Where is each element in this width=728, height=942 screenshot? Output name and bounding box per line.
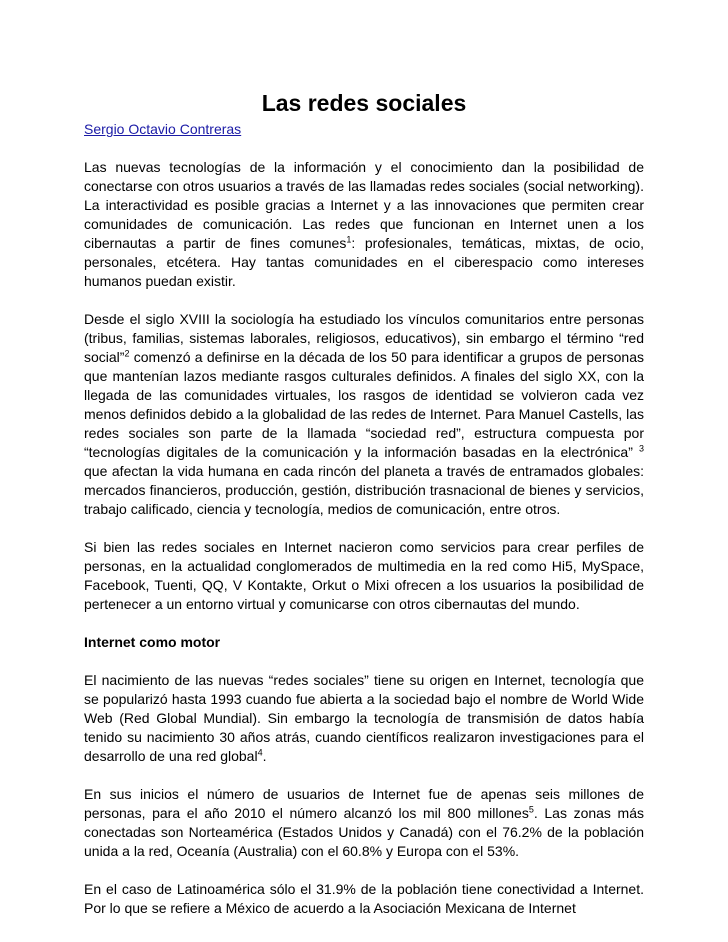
paragraph-text: El nacimiento de las nuevas “redes sociales” tiene su origen en Internet, tecnología que se popularizó hasta 1993 cuando fue abierta a la sociedad bajo el nombre de World Wide Web (Red Global Mundial). Sin embargo la tecnología de transmisión de datos había tenido su nacimiento 30 años atrás, cuando científicos realizaron investigaciones para el desarrollo de una red global [84, 672, 644, 764]
paragraph-text: En sus inicios el número de usuarios de Internet fue de apenas seis millones de personas, para el año 2010 el número alcanzó los mil 800 millones [84, 786, 644, 821]
paragraph-latam: En el caso de Latinoamérica sólo el 31.9% de la población tiene conectividad a Internet. Por lo que se refiere a México de acuerdo a la Asociación Mexicana de Internet [84, 881, 644, 916]
paragraph-text: . Las zonas más conectadas son Norteamérica (Estados Unidos y Canadá) con el 76.2% de la población unida a la red, Oceanía (Australia) con el 60.8% y Europa con el 53%. [84, 805, 644, 859]
footnote-ref-3[interactable]: 3 [638, 443, 644, 454]
paragraph-sociology [84, 310, 644, 519]
footnote-ref-5[interactable]: 5 [528, 804, 534, 815]
footnote-ref-1[interactable]: 1 [346, 234, 352, 245]
paragraph-text: comenzó a definirse en la década de los 50 para identificar a grupos de personas que mantenían lazos mediante rasgos culturales definidos. A finales del siglo XX, con la llegada de las comunidades virtuales, los rasgos de identidad se volvieron cada vez menos definidos debido a la globalidad de las redes de Internet. Para Manuel Castells, las redes sociales son parte de la llamada “sociedad red”, estructura compuesta por “tecnologías digitales de la comunicación y la información basadas en la electrónica” [84, 349, 644, 460]
paragraph-internet-origin [84, 671, 644, 766]
paragraph-text: : profesionales, temáticas, mixtas, de ocio, personales, etcétera. Hay tantas comunidades en el ciberespacio como intereses humanos puedan existir. [84, 235, 644, 289]
footnote-ref-2[interactable]: 2 [124, 348, 130, 359]
paragraph-users [84, 785, 644, 861]
paragraph-platforms: Si bien las redes sociales en Internet nacieron como servicios para crear perfiles de personas, en la actualidad conglomerados de multimedia en la red como Hi5, MySpace, Facebook, Tuenti, QQ, V Kontakte, Orkut o Mixi ofrecen a los usuarios la posibilidad de pertenecer a un entorno virtual y comunicarse con otros cibernautas del mundo. [84, 539, 644, 612]
paragraph-text: Las nuevas tecnologías de la información y el conocimiento dan la posibilidad de conectarse con otros usuarios a través de las llamadas redes sociales (social networking). La interactividad es posible gracias a Internet y a las innovaciones que permiten crear comunidades de comunicación. Las redes que funcionan en Internet unen a los cibernautas a partir de fines comunes [84, 159, 644, 251]
footnote-ref-4[interactable]: 4 [257, 747, 263, 758]
paragraph-text: . [262, 748, 267, 764]
document-title: Las redes sociales [261, 90, 467, 116]
paragraph-text: Desde el siglo XVIII la sociología ha estudiado los vínculos comunitarios entre personas (tribus, familias, sistemas laborales, religiosos, educativos), sin embargo el término “red social” [84, 311, 644, 365]
paragraph-intro [84, 158, 644, 291]
paragraph-text: que afectan la vida humana en cada rincón del planeta a través de entramados globales: mercados financieros, producción, gestión, distribución trasnacional de bienes y servicios, trabajo calificado, ciencia y tecnología, medios de comunicación, entre otros. [84, 463, 644, 517]
section-heading: Internet como motor [84, 634, 221, 650]
author-link[interactable]: Sergio Octavio Contreras [84, 121, 242, 137]
